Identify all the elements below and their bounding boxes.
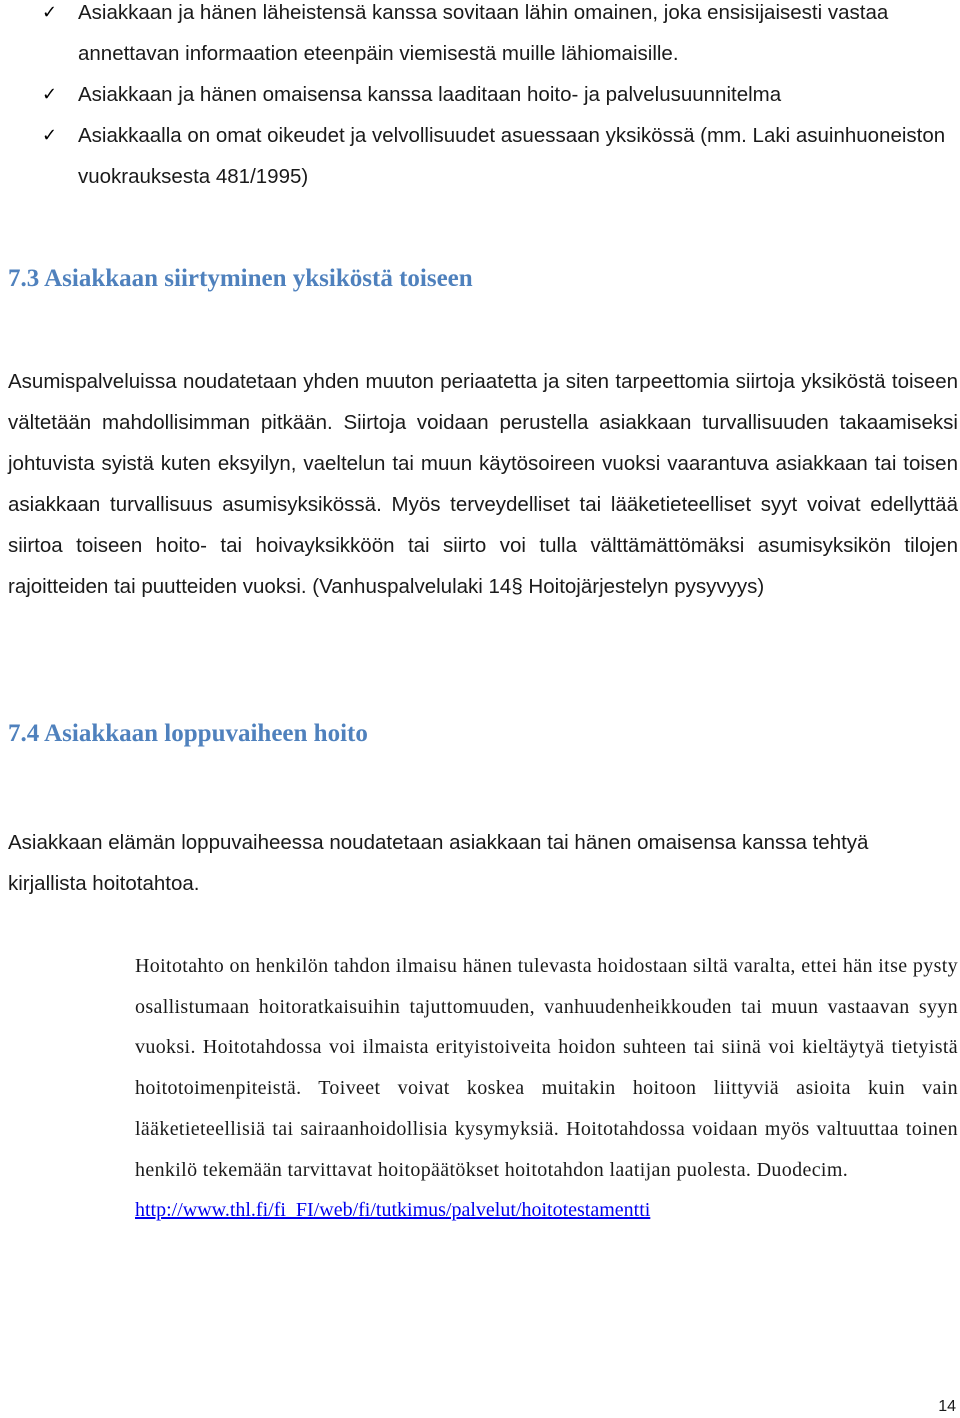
page-number: 14 xyxy=(938,1398,956,1415)
quote-text: Hoitotahto on henkilön tahdon ilmaisu hänen tulevasta hoidostaan siltä varalta, ettei hän itse pysty osallistumaan hoitoratkaisuihin tajuttomuuden, vanhuudenheikkouden tai muun vastaavan syyn vuoksi. Hoitotahdossa voi ilmaista erityistoiveita hoidon suhteen tai siinä voi kieltäytyä tietyistä hoitotoimenpiteistä. Toiveet voivat koskea muitakin hoitoon liittyviä asioita kuin vain lääketieteellisiä tai sairaanhoidollisia kysymyksiä. Hoitotahdossa voidaan myös valtuuttaa toinen henkilö tekemään tarvittavat hoitopäätökset hoitotahdon laatijan puolesta. Duodecim. xyxy=(135,955,958,1181)
checklist-item xyxy=(0,74,960,115)
checklist-item-text: Asiakkaan ja hänen omaisensa kanssa laaditaan hoito- ja palvelusuunnitelma xyxy=(78,83,782,106)
checkmark-icon: ✓ xyxy=(42,84,58,105)
source-link[interactable]: http://www.thl.fi/fi_FI/web/fi/tutkimus/palvelut/hoitotestamentti xyxy=(135,1199,651,1222)
section-heading-7-3: 7.3 Asiakkaan siirtyminen yksiköstä toiseen xyxy=(8,265,473,292)
checklist xyxy=(0,0,960,197)
checklist-item xyxy=(0,0,960,74)
care-will-quote xyxy=(135,946,958,1231)
checkmark-icon: ✓ xyxy=(42,2,58,23)
section-paragraph-7-4: Asiakkaan elämän loppuvaiheessa noudatetaan asiakkaan tai hänen omaisensa kanssa tehtyä kirjallista hoitotahtoa. xyxy=(8,831,869,895)
section-paragraph-7-3: Asumispalveluissa noudatetaan yhden muuton periaatetta ja siten tarpeettomia siirtoja yksiköstä toiseen vältetään mahdollisimman pitkään. Siirtoja voidaan perustella asiakkaan turvallisuuden takaamiseksi johtuvista syistä kuten eksyilyn, vaeltelun tai muun käytösoireen vuoksi vaarantuva asiakkaan tai toisen asiakkaan turvallisuus asumisyksikössä. Myös terveydelliset tai lääketieteelliset syyt voivat edellyttää siirtoa toiseen hoito- tai hoivayksikköön tai siirto voi tulla välttämättömäksi asumisyksikön tilojen rajoitteiden tai puutteiden vuoksi. (Vanhuspalvelulaki 14§ Hoitojärjestelyn pysyvyys) xyxy=(8,370,958,598)
checklist-item-text: Asiakkaan ja hänen läheistensä kanssa sovitaan lähin omainen, joka ensisijaisesti vastaa annettavan informaation eteenpäin viemisestä muille lähiomaisille. xyxy=(78,1,889,65)
section-heading-7-4: 7.4 Asiakkaan loppuvaiheen hoito xyxy=(8,720,368,747)
checkmark-icon: ✓ xyxy=(42,125,58,146)
checklist-item-text: Asiakkaalla on omat oikeudet ja velvollisuudet asuessaan yksikössä (mm. Laki asuinhuoneiston vuokrauksesta 481/1995) xyxy=(78,124,946,188)
checklist-item xyxy=(0,115,960,197)
